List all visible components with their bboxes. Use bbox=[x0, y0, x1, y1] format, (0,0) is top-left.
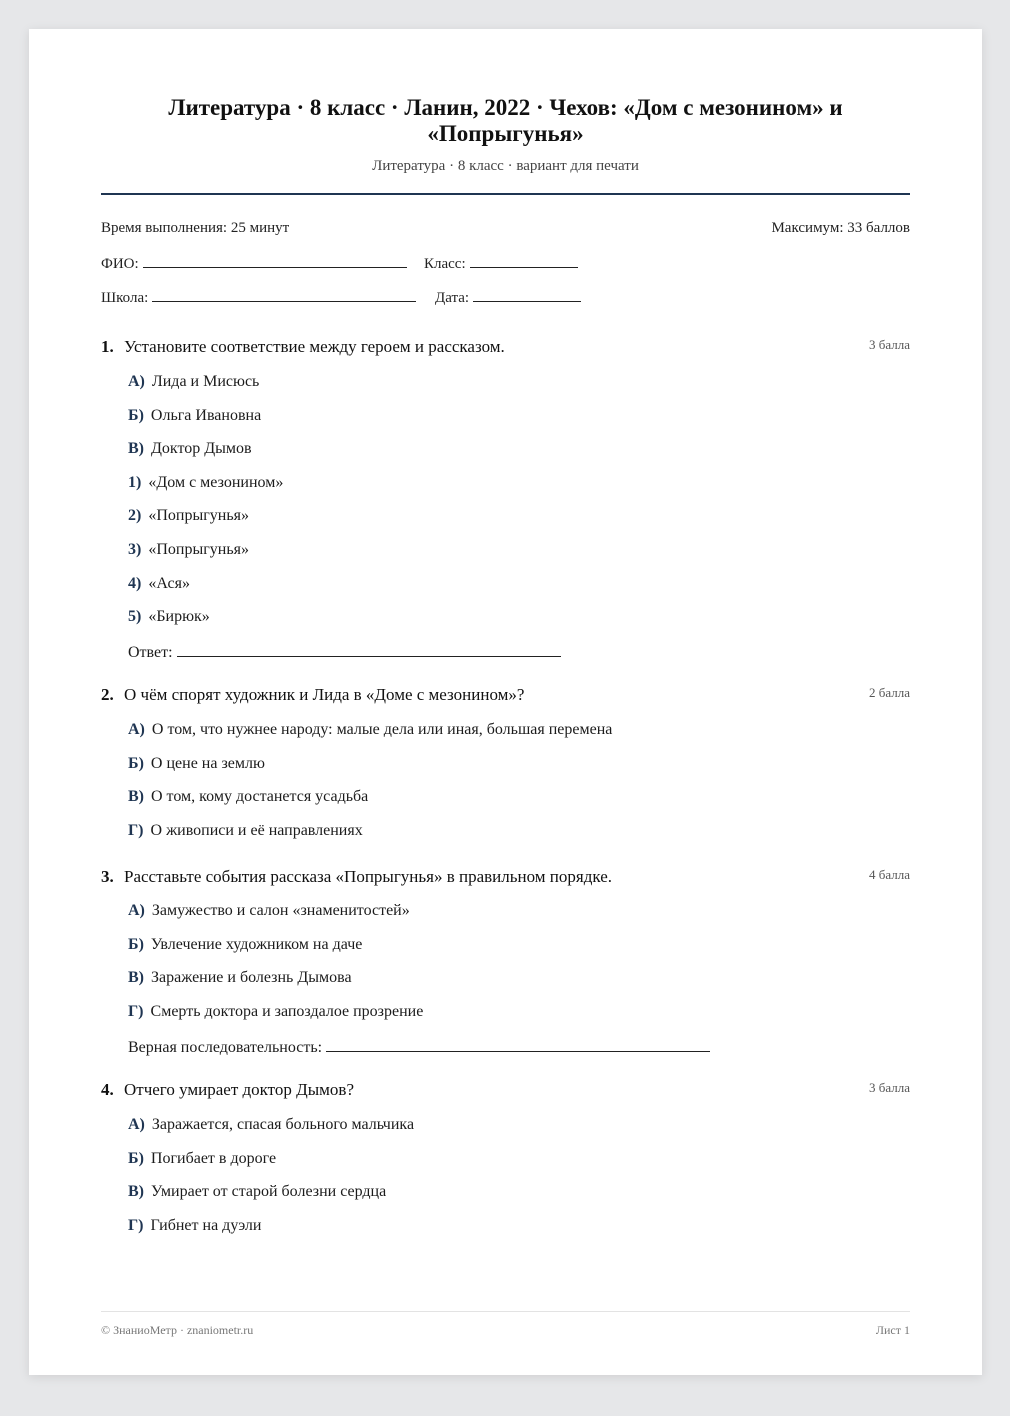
question-points: 2 балла bbox=[869, 685, 910, 700]
option-label: А) bbox=[128, 902, 145, 919]
question-number: 4. bbox=[101, 1080, 114, 1099]
page-number: Лист 1 bbox=[875, 1323, 910, 1337]
option-text: «Ася» bbox=[148, 575, 190, 592]
question-header bbox=[101, 685, 910, 707]
class-label: Класс: bbox=[424, 256, 466, 272]
option-a[interactable] bbox=[128, 721, 612, 739]
option-v[interactable] bbox=[128, 969, 352, 987]
option-v[interactable] bbox=[128, 788, 368, 806]
option-text: «Попрыгунья» bbox=[148, 507, 249, 524]
question-points: 4 балла bbox=[869, 867, 910, 882]
option-text: «Попрыгунья» bbox=[148, 541, 249, 558]
option-a[interactable] bbox=[128, 902, 410, 920]
option-label: Б) bbox=[128, 936, 144, 953]
header-divider bbox=[101, 193, 910, 195]
option-label: Б) bbox=[128, 407, 144, 424]
option-b[interactable] bbox=[128, 936, 362, 954]
option-4[interactable] bbox=[128, 575, 190, 593]
date-blank[interactable] bbox=[473, 287, 581, 302]
date-field[interactable] bbox=[435, 287, 581, 307]
option-label: А) bbox=[128, 721, 145, 738]
school-field[interactable] bbox=[101, 287, 416, 307]
option-v[interactable] bbox=[128, 1183, 386, 1201]
max-score: Максимум: 33 баллов bbox=[771, 220, 910, 236]
option-text: «Дом с мезонином» bbox=[148, 474, 284, 491]
option-label: Г) bbox=[128, 1217, 144, 1234]
question-text: Расставьте события рассказа «Попрыгунья» в правильном порядке. bbox=[124, 867, 612, 886]
option-label: 1) bbox=[128, 474, 142, 491]
option-g[interactable] bbox=[128, 1003, 423, 1021]
option-a[interactable] bbox=[128, 1116, 414, 1134]
question-text: О чём спорят художник и Лида в «Доме с мезонином»? bbox=[124, 685, 525, 704]
option-label: В) bbox=[128, 788, 144, 805]
page-title: Литература · 8 класс · Ланин, 2022 · Чехов: «Дом с мезонином» и «Попрыгунья» bbox=[168, 95, 843, 146]
option-b[interactable] bbox=[128, 407, 261, 425]
option-3[interactable] bbox=[128, 541, 249, 559]
option-text: Заражение и болезнь Дымова bbox=[151, 969, 352, 986]
answer-label: Верная последовательность: bbox=[128, 1039, 323, 1056]
option-text: О живописи и её направлениях bbox=[150, 822, 363, 839]
question-2 bbox=[101, 685, 910, 845]
option-text: Ольга Ивановна bbox=[150, 407, 262, 424]
option-g[interactable] bbox=[128, 822, 363, 840]
option-text: Доктор Дымов bbox=[151, 440, 252, 457]
question-header bbox=[101, 337, 910, 359]
option-label: А) bbox=[128, 1116, 145, 1133]
fio-label: ФИО: bbox=[101, 256, 139, 272]
question-header bbox=[101, 867, 910, 889]
question-points: 3 балла bbox=[869, 1080, 910, 1095]
question-points: 3 балла bbox=[869, 337, 910, 352]
footer bbox=[101, 1323, 910, 1338]
option-label: В) bbox=[128, 1183, 144, 1200]
option-2[interactable] bbox=[128, 507, 249, 525]
option-1[interactable] bbox=[128, 474, 283, 492]
option-text: О том, что нужнее народу: малые дела или иная, большая перемена bbox=[151, 721, 613, 738]
school-label: Школа: bbox=[101, 290, 149, 306]
footer-divider bbox=[101, 1311, 910, 1312]
question-number: 3. bbox=[101, 867, 114, 886]
meta-row bbox=[101, 220, 910, 237]
question-number: 2. bbox=[101, 685, 114, 704]
question-header bbox=[101, 1080, 910, 1102]
question-number: 1. bbox=[101, 337, 114, 356]
footer-copyright: © ЗнаниоМетр · znaniometr.ru bbox=[101, 1323, 254, 1337]
option-text: О цене на землю bbox=[150, 755, 265, 772]
date-label: Дата: bbox=[435, 290, 470, 306]
answer-field[interactable] bbox=[128, 642, 561, 662]
option-label: 4) bbox=[128, 575, 142, 592]
question-3 bbox=[101, 867, 910, 1067]
answer-blank[interactable] bbox=[326, 1037, 710, 1052]
option-label: В) bbox=[128, 440, 144, 457]
question-text: Отчего умирает доктор Дымов? bbox=[124, 1080, 354, 1099]
option-text: О том, кому достанется усадьба bbox=[151, 788, 369, 805]
worksheet-page bbox=[29, 29, 982, 1375]
option-label: Г) bbox=[128, 822, 144, 839]
option-text: Погибает в дороге bbox=[150, 1150, 277, 1167]
fio-blank[interactable] bbox=[143, 253, 407, 268]
page-subtitle: Литература · 8 класс · вариант для печати bbox=[372, 158, 639, 174]
sequence-answer-field[interactable] bbox=[128, 1037, 710, 1057]
option-label: В) bbox=[128, 969, 144, 986]
question-text: Установите соответствие между героем и рассказом. bbox=[124, 337, 505, 356]
option-text: Увлечение художником на даче bbox=[150, 936, 363, 953]
option-label: А) bbox=[128, 373, 145, 390]
option-text: Умирает от старой болезни сердца bbox=[151, 1183, 387, 1200]
option-label: Г) bbox=[128, 1003, 144, 1020]
option-text: «Бирюк» bbox=[148, 608, 210, 625]
option-label: 5) bbox=[128, 608, 142, 625]
answer-blank[interactable] bbox=[177, 642, 561, 657]
class-field[interactable] bbox=[424, 253, 578, 273]
option-text: Гибнет на дуэли bbox=[150, 1217, 262, 1234]
option-text: Заражается, спасая больного мальчика bbox=[151, 1116, 415, 1133]
option-b[interactable] bbox=[128, 1150, 276, 1168]
class-blank[interactable] bbox=[470, 253, 578, 268]
option-label: Б) bbox=[128, 755, 144, 772]
option-g[interactable] bbox=[128, 1217, 261, 1235]
option-label: 3) bbox=[128, 541, 142, 558]
school-blank[interactable] bbox=[152, 287, 416, 302]
option-a[interactable] bbox=[128, 373, 259, 391]
question-4 bbox=[101, 1080, 910, 1240]
option-text: Смерть доктора и запоздалое прозрение bbox=[150, 1003, 424, 1020]
option-v[interactable] bbox=[128, 440, 252, 458]
fio-field[interactable] bbox=[101, 253, 407, 273]
option-label: Б) bbox=[128, 1150, 144, 1167]
answer-label: Ответ: bbox=[128, 644, 173, 661]
option-text: Замужество и салон «знаменитостей» bbox=[151, 902, 410, 919]
time-limit: Время выполнения: 25 минут bbox=[101, 220, 290, 236]
option-b[interactable] bbox=[128, 755, 265, 773]
option-label: 2) bbox=[128, 507, 142, 524]
option-text: Лида и Мисюсь bbox=[151, 373, 260, 390]
option-5[interactable] bbox=[128, 608, 210, 626]
question-1 bbox=[101, 337, 910, 667]
